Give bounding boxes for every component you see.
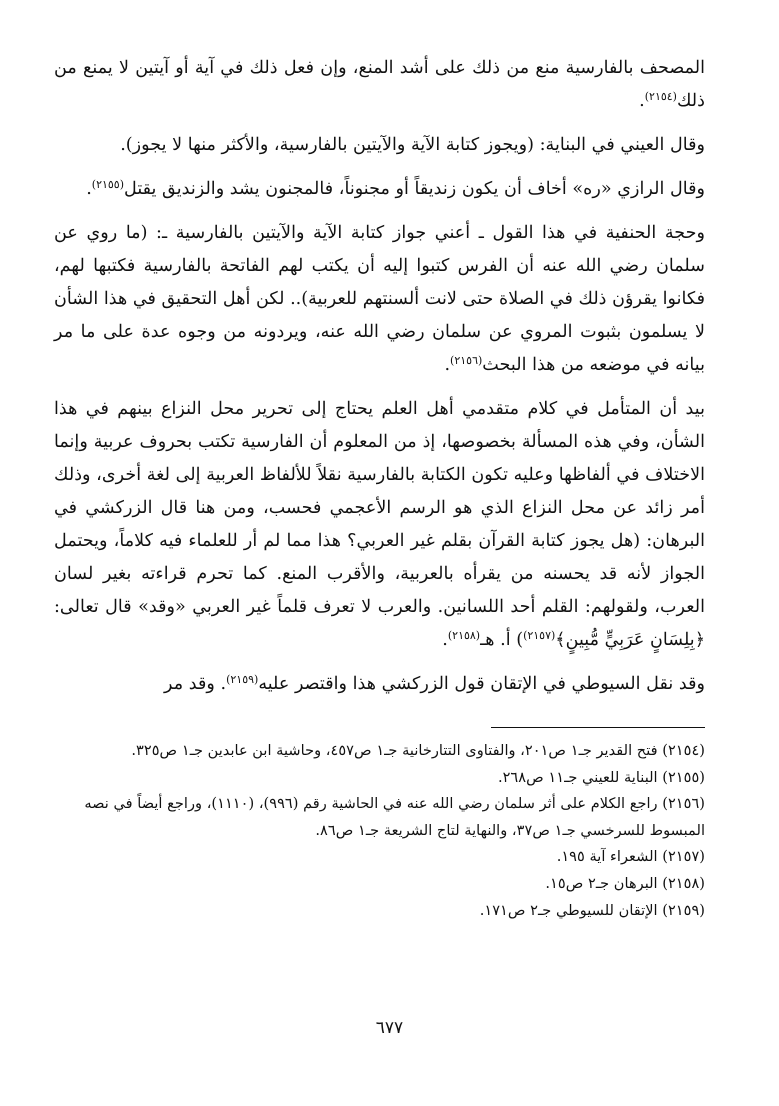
footnote: (٢١٥٧) الشعراء آية ١٩٥. bbox=[556, 848, 705, 866]
paragraph: وحجة الحنفية في هذا القول ـ أعني جواز كتابة الآية والآيتين بالفارسية ـ: (ما روي عن سلمان رضي الله عنه أن الفرس كتبوا إليه أن يكتب لهم الفاتحة بالفارسية فكتبها لهم، فكانوا يقرؤن ذلك في الصلاة حتى لانت ألسنتهم للعربية).. لكن أهل التحقيق في هذا الشأن لا يسلمون بثبوت المروي عن سلمان رضي الله عنه، ويردونه من وجوه عدة على ما مر بيانه في موضعه من هذا البحث$^{(٢١٥٦)}$. bbox=[54, 223, 705, 375]
footnote-reference[interactable]: (٢١٥٧) bbox=[523, 629, 556, 642]
page-number: ٦٧٧ bbox=[375, 1018, 404, 1038]
paragraph: المصحف بالفارسية منع من ذلك على أشد المنع، وإن فعل ذلك في آية أو آيتين لا يمنع من ذلك$^{(٢١٥٤)}$. bbox=[54, 58, 705, 111]
page-content bbox=[54, 52, 705, 924]
paragraph: بيد أن المتأمل في كلام متقدمي أهل العلم يحتاج إلى تحرير محل النزاع بينهم في هذا الشأن، وفي هذه المسألة بخصوصها، إذ من المعلوم أن الفارسية تكتب بحروف عربية وإنما الاختلاف في ألفاظها وعليه تكون الكتابة بالفارسية نقلاً للألفاظ العربية إلى لغة أخرى، وذلك أمر زائد عن محل النزاع الذي هو الرسم الأعجمي فحسب، ومن هنا قال الزركشي في البرهان: (هل يجوز كتابة القرآن بقلم غير العربي؟ هذا مما لم أر للعلماء فيه كلاماً، ويحتمل الجواز لأنه قد يحسنه من يقرأه بالعربية، والأقرب المنع. كما تحرم قراءته بغير لسان العرب، ولقولهم: القلم أحد اللسانين. والعرب لا تعرف قلماً غير العربي «وقد» قال تعالى: ﴿بِلِسَانٍ عَرَبِيٍّ مُّبِينٍ﴾$^{(٢١٥٧)}$) أ. هـ$^{(٢١٥٨)}$. bbox=[54, 399, 705, 650]
footnote-reference[interactable]: (٢١٥٦) bbox=[450, 354, 483, 367]
footnote: (٢١٥٥) البناية للعيني جـ١١ ص٢٦٨. bbox=[497, 768, 705, 786]
footnote-reference[interactable]: (٢١٥٥) bbox=[91, 178, 125, 191]
paragraph: وقد نقل السيوطي في الإتقان قول الزركشي هذا واقتصر عليه$^{(٢١٥٩)}$. وقد مر bbox=[164, 673, 705, 694]
paragraph: وقال العيني في البناية: (ويجوز كتابة الآية والآيتين بالفارسية، والأكثر منها لا يجوز). bbox=[120, 135, 705, 155]
footnote: (٢١٥٤) فتح القدير جـ١ ص٢٠١، والفتاوى التتارخانية جـ١ ص٤٥٧، وحاشية ابن عابدين جـ١ ص٣٢٥. bbox=[131, 742, 705, 759]
footnote-reference[interactable]: (٢١٥٨) bbox=[447, 629, 481, 642]
footnote-divider bbox=[491, 727, 705, 728]
paragraph: وقال الرازي «ره» أخاف أن يكون زنديقاً أو مجنوناً، فالمجنون يشد والزنديق يقتل$^{(٢١٥٥)}$. bbox=[86, 178, 705, 199]
footnote: (٢١٥٦) راجع الكلام على أثر سلمان رضي الله عنه في الحاشية رقم (٩٩٦)، (١١١٠)، وراجع أيضاً في نصه المبسوط للسرخسي جـ١ ص٣٧، والنهاية لتاج الشريعة جـ١ ص٨٦. bbox=[84, 795, 705, 839]
footnote-reference[interactable]: (٢١٥٤) bbox=[644, 90, 677, 103]
footnote: (٢١٥٨) البرهان جـ٢ ص١٥. bbox=[545, 874, 705, 892]
footnotes bbox=[54, 738, 705, 924]
footnote-reference[interactable]: (٢١٥٩) bbox=[226, 673, 259, 686]
body-text bbox=[54, 52, 705, 701]
footnote: (٢١٥٩) الإتقان للسيوطي جـ٢ ص١٧١. bbox=[479, 901, 705, 919]
